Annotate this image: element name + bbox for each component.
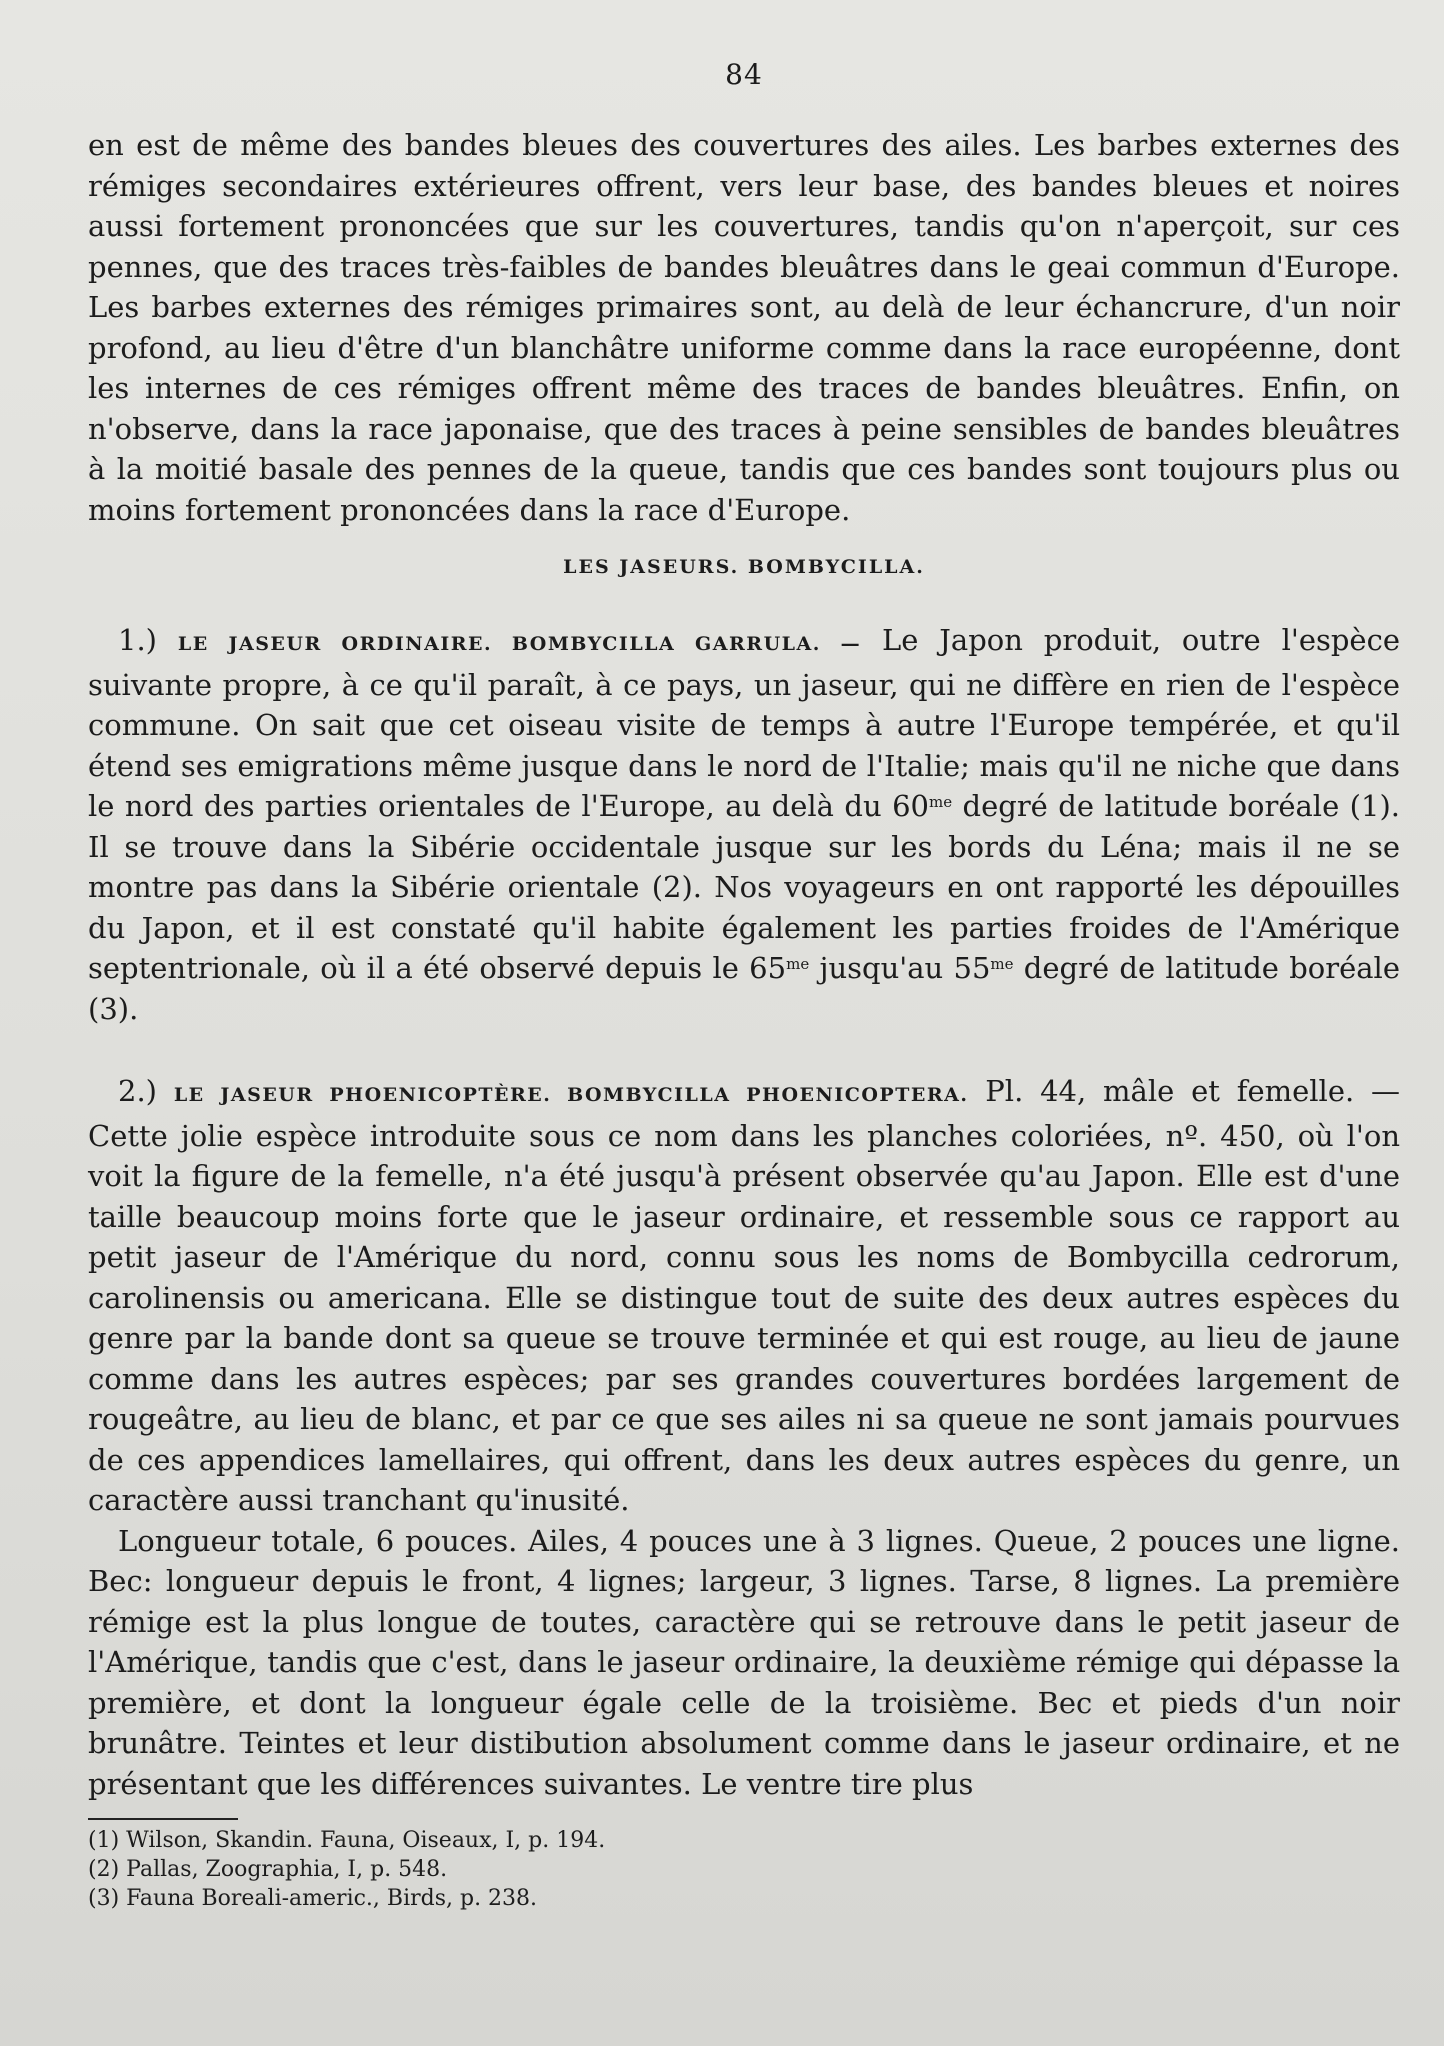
paragraph-intro: en est de même des bandes bleues des couvertures des ailes. Les barbes externes des rémiges secondaires extérieures offrent, vers leur base, des bandes bleues et noires aussi fortement prononcées que sur les couvertures, tandis qu'on n'aperçoit, sur ces pennes, que des traces très-faibles de bandes bleuâtres dans le geai commun d'Europe. Les barbes externes des rémiges primaires sont, au delà de leur échancrure, d'un noir profond, au lieu d'être d'un blanchâtre uniforme comme dans la race européenne, dont les internes de ces rémiges offrent même des traces de bandes bleuâtres. Enfin, on n'observe, dans la race japonaise, que des traces à peine sensibles de bandes bleuâtres à la moitié basale des pennes de la queue, tandis que ces bandes sont toujours plus ou moins fortement prononcées dans la race d'Europe.: [88, 128, 1400, 527]
paragraph-measurements: Longueur totale, 6 pouces. Ailes, 4 pouces une à 3 lignes. Queue, 2 pouces une ligne. Bec: longueur depuis le front, 4 lignes; largeur, 3 lignes. Tarse, 8 lignes. La première rémige est la plus longue de toutes, caractère qui se retrouve dans le petit jaseur de l'Amérique, tandis que c'est, dans le jaseur ordinaire, la deuxième rémige qui dépasse la première, et dont la longueur égale celle de la troisième. Bec et pieds d'un noir brunâtre. Teintes et leur distibution absolument comme dans le jaseur ordinaire, et ne présentant que les différences suivantes. Le ventre tire plus: [88, 1523, 1400, 1801]
footnote-1: (1) Wilson, Skandin. Fauna, Oiseaux, I, p. 194.: [88, 1828, 606, 1853]
paragraph-species-1: [88, 620, 1400, 1029]
footnote-3: (3) Fauna Boreali-americ., Birds, p. 238.: [88, 1886, 538, 1911]
species-1-sup-3: me: [990, 955, 1014, 973]
footnote-divider: [88, 1818, 238, 1820]
footnote-2: (2) Pallas, Zoographia, I, p. 548.: [88, 1857, 448, 1882]
species-1-number: 1.): [118, 623, 157, 657]
species-1-name: LE JASEUR ORDINAIRE. BOMBYCILLA GARRULA. —: [177, 633, 862, 655]
species-1-sup-2: me: [786, 955, 810, 973]
paragraph-species-2: [88, 1071, 1400, 1521]
section-heading: LES JASEURS. BOMBYCILLA.: [563, 556, 925, 578]
species-1-text-c: jusqu'au 55: [809, 951, 991, 985]
footnotes: [88, 1826, 1400, 1913]
species-2-text: Pl. 44, mâle et femelle. — Cette jolie espèce introduite sous ce nom dans les planches coloriées, nº. 450, où l'on voit la figure de la femelle, n'a été jusqu'à présent observée qu'au Japon. Elle est d'une taille beaucoup moins forte que le jaseur ordinaire, et ressemble sous ce rapport au petit jaseur de l'Amérique du nord, connu sous les noms de Bombycilla cedrorum, carolinensis ou americana. Elle se distingue tout de suite des deux autres espèces du genre par la bande dont sa queue se trouve terminée et qui est rouge, au lieu de jaune comme dans les autres espèces; par ses grandes couvertures bordées largement de rougeâtre, au lieu de blanc, et par ce que ses ailes ni sa queue ne sont jamais pourvues de ces appendices lamellaires, qui offrent, dans les deux autres espèces du genre, un caractère aussi tranchant qu'inusité.: [88, 1074, 1401, 1517]
species-1-text-b: degré de latitude boréale (1). Il se trouve dans la Sibérie occidentale jusque sur les bords du Léna; mais il ne se montre pas dans la Sibérie orientale (2). Nos voyageurs en ont rapporté les dépouilles du Japon, et il est constaté qu'il habite également les parties froides de l'Amérique septentrionale, où il a été observé depuis le 65: [88, 789, 1400, 985]
species-2-name: LE JASEUR PHOENICOPTÈRE. BOMBYCILLA PHOENICOPTERA.: [173, 1084, 969, 1106]
species-1-text-a: Le Japon produit, outre l'espèce suivante propre, à ce qu'il paraît, à ce pays, un jaseur, qui ne diffère en rien de l'espèce commune. On sait que cet oiseau visite de temps à autre l'Europe tempérée, et qu'il étend ses emigrations même jusque dans le nord de l'Italie; mais qu'il ne niche que dans le nord des parties orientales de l'Europe, au delà du 60: [88, 623, 1401, 823]
species-1-text-d: degré de latitude boréale (3).: [88, 951, 1400, 1026]
species-2-number: 2.): [118, 1074, 157, 1108]
page-number: 84: [725, 58, 763, 91]
species-1-sup-1: me: [928, 793, 953, 811]
